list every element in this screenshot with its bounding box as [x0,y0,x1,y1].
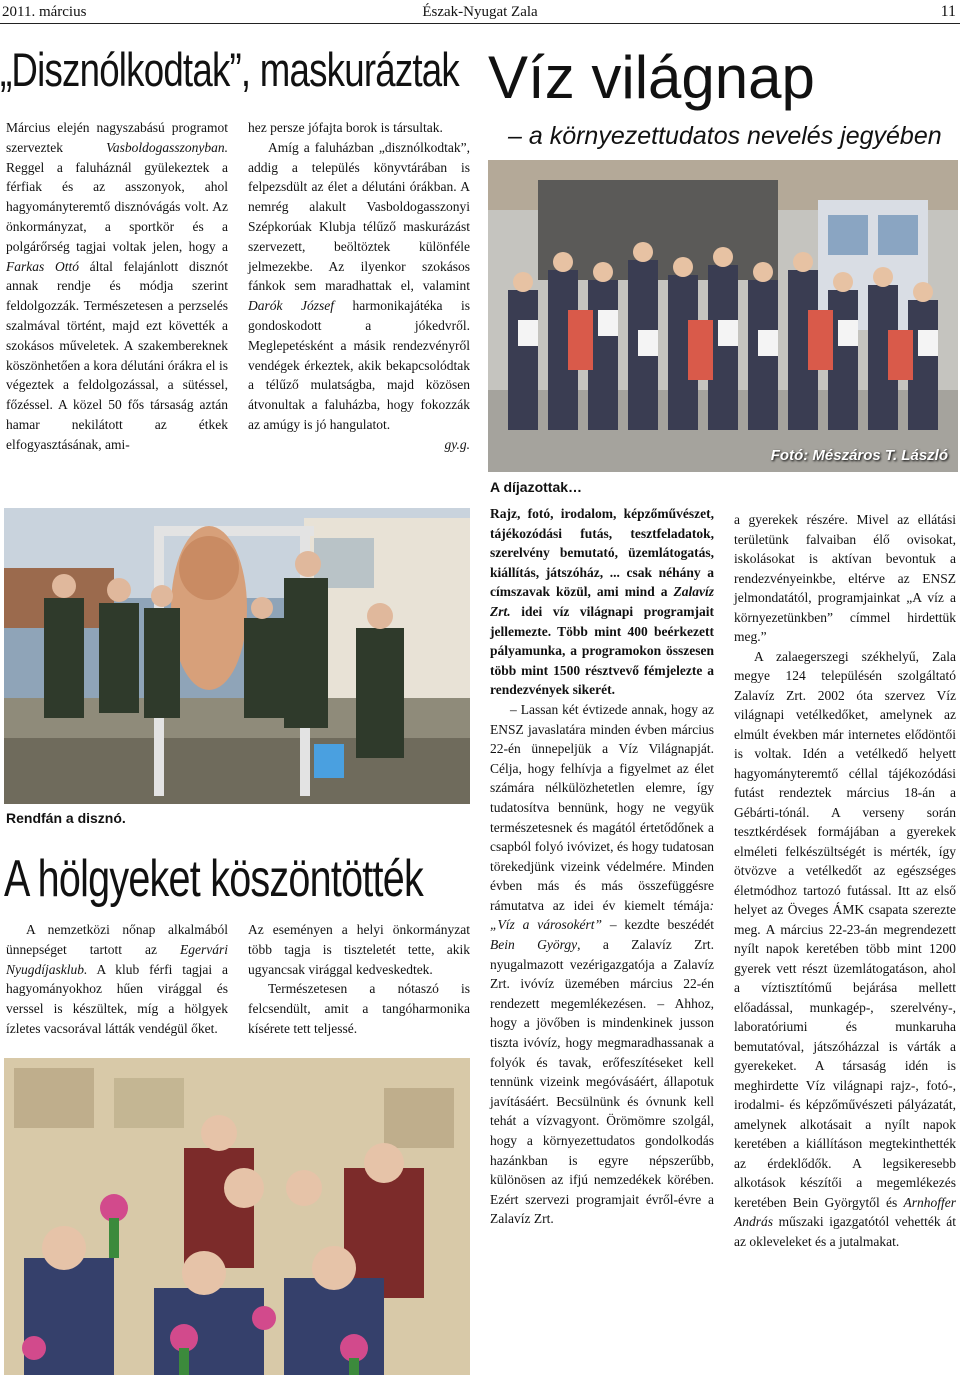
award-winners-photo-svg [488,160,958,472]
article3-title: Víz világnap [488,44,815,111]
award-winners-photo [488,160,958,472]
issue-date: 2011. március [2,4,87,20]
page-number: 11 [940,3,956,20]
paper-name: Észak-Nyugat Zala [422,4,538,20]
article3-subtitle: – a környezettudatos nevelés jegyében [508,122,942,150]
article1-signature: gy.g. [444,436,470,452]
article2-title: A hölgyeket köszöntötték [4,850,423,908]
article1-photo-caption: Rendfán a disznó. [6,810,126,826]
header-rule [0,23,960,24]
article1-column2: hez persze jófajta borok is társultak. Amíg a faluházban „disznólkodtak”, addig a település könyvtárában is felpezsdült az élet a délutáni órákban. A nemrég alakult Vasboldogasszonyi Szépkorúak Klubja télűző maskurázást szervezett, beöltöztek különféle jelmezekbe. Az ilyenkor szokásos fánkok sem maradhattak el, valamint Darók József harmonikajátéka is gondoskodott a jókedvről. Meglepetésként a másik rendezvényről vendégek érkeztek, akik bekapcsolódtak a télűző mulatságba, majd közösen átvonultak a faluházba, hogy fokozzák az amúgy is jó hangulatot. gy.g. [248,118,470,455]
womens-day-photo-svg [4,1058,470,1375]
womens-day-photo [4,1058,470,1375]
article3-column1: Rajz, fotó, irodalom, képzőművészet, tájékozódási futás, tesztfeladatok, szerelvény bemutató, üzemlátogatás, kiállítás, játszóház, ... csak néhány a címszavak közül, ami mind a Zalavíz Zrt. idei víz világnapi programjait jellemezte. Több mint 400 beérkezett pályamunka, a programokon összesen több mint 1500 résztvevő fémjelezte a rendezvények sikerét. – Lassan két évtizede annak, hogy az ENSZ javaslatára minden évben március 22-én ünnepeljük a Víz Világnapját. Célja, hogy felhívja a figyelmet az élet számára nélkülözhetetlen elemre, így tudatosítva bennünk, hogy ne vegyük természetesnek és magától értetődőnek a csapból folyó ivóvizet, és hogy tudatosan törekedjünk vizeink védelmére. Minden évben más és más összefüggésre rámutatva az idei év kiemelt témája: „Víz a városokért” – kezdte beszédét Bein György, a Zalavíz Zrt. nyugalmazott vezérigazgatója a Zalavíz Zrt. ivóvíz üzemében március 22-én rendezett megemlékezésen. – Ahhoz, hogy a jövőben is mindenkinek jusson tiszta ivóvíz, hogy megmaradhassanak a folyók és tavak, erőfeszítéseket kell tennünk vizeink megóvásáért, állapotuk javításáért. Becsülnünk és óvnunk kell tehát a vízvagyont. Örömömre szolgál, hogy a környezettudatos gondolkodás hazánkban is egyre népszerűbb, különösen az ifjú nemzedékek körében. Ezért szervezi programjait évről-évre a Zalavíz Zrt. [490,506,714,1227]
photo-credit: Fotó: Mészáros T. László [770,447,948,464]
article1-column1: Március elején nagyszabású programot szerveztek Vasboldogasszonyban. Reggel a faluháznál gyülekeztek a férfiak és az asszonyok, ahol hagyományteremtő disznóvágás volt. Az önkormányzat, a sportkör és a polgárőrség tagjai voltak jelen, hogy a Farkas Ottó által felajánlott disznót annak rendje és módja szerint feldolgozzák. Természetesen a perzselés szalmával történt, majd ezt követték a szokásos műveletek. A szakembereknek köszönhetően a kora délutáni órákra el is végeztek a feldolgozással, a sütéssel, főzéssel. A közel 50 fős társaság aztán hamar nekilátott az étkek elfogyasztásának, ami- [6,120,228,452]
pig-slaughter-photo [4,508,470,804]
article2-column2: Az eseményen a helyi önkormányzat több tagja is tiszteletét tette, akik ugyancsak virággal kedveskedtek. Természetesen a nótaszó is felcsendült, amit a tangóharmonika kísérete tett teljessé. [248,922,470,1036]
pig-slaughter-photo-svg [4,508,470,804]
article1-title: „Disznólkodtak”, maskuráztak [0,43,459,96]
article3-column2: a gyerekek részére. Mivel az ellátási területünk falvaiban élő ovisokat, iskolásokat is aktívan bevontuk a rendezvényeinkbe, eltérve az ENSZ jelmondatától, programjainkat „A víz a környezetünkben” címmel hirdettük meg.” A zalaegerszegi székhelyű, Zala megye 124 településén szolgáltató Zalavíz Zrt. 2002 óta szervez Víz világnapi vetélkedőket, amelynek az elmúlt években már internetes elődöntői is voltak. Idén a vetélkedő helyett hagyományteremtő céllal tájékozódási futást rendeztek március 18-án a Gébárti-tónál. A verseny során tesztkérdések formájában a gyerekek elméleti felkészültségét is mérték, így ötvözve a vetélkedőt az egészséges életmódhoz tartozó futással. Itt az első helyet az Öveges ÁMK csapata szerezte meg. A március 22-23-án megrendezett nyílt napok keretében több mint 1200 gyerek vett részt üzemlátogatáson, ahol a víztisztítómű bejárása mellett előadással, munkagép-, szerelvény-, laboratóriumi és munkaruha bemutatóval, játszóházzal is várták a gyerekeket. A társaság idén is meghirdette Víz világnapi rajz-, fotó-, irodalmi- és képzőművészeti pályázatát, amelynek alkotásait a nyílt napok keretében a kiállításon megtekinthették az érdeklődők. A legsikeresebb alkotások készítői a megemlékezés keretében Bein Györgytől és Arnhoffer András műszaki igazgatótól vehették át az okleveleket és a jutalmakat. [734,512,956,1249]
article2-column1: A nemzetközi nőnap alkalmából ünnepséget tartott az Egervári Nyugdíjasklub. A klub férfi tagjai a hagyományokhoz hűen virággal és verssel is készültek, míg a hölgyek ízletes vacsorával látták vendégül őket. [6,922,228,1036]
article3-photo-caption: A díjazottak… [490,479,583,495]
